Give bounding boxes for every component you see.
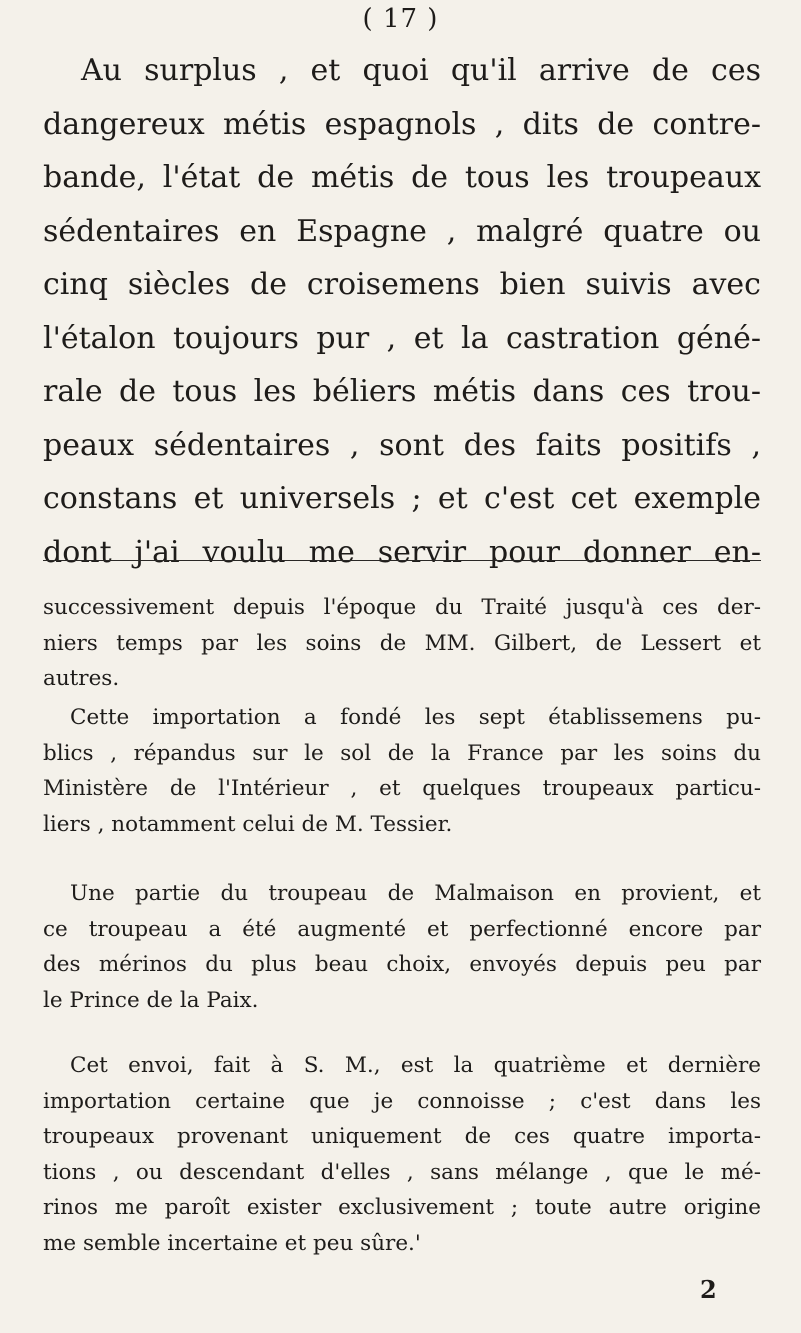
footnote-line: troupeaux provenant uniquement de ces quatre importa- [43,1124,761,1149]
footnote-line: blics , répandus sur le sol de la France par les soins du [43,740,761,766]
page-number: ( 17 ) [362,4,439,34]
footnote-line: importation certaine que je connoisse ; c'est dans les [43,1088,761,1114]
footnote-line: me semble incertaine et peu sûre.' [43,1230,421,1256]
main-text-line: sédentaires en Espagne , malgré quatre ou [43,213,761,249]
signature-mark: 2 [700,1275,717,1304]
footnote-line: successivement depuis l'époque du Traité jusqu'à ces der- [43,595,761,620]
main-text-line: rale de tous les béliers métis dans ces trou- [43,374,761,409]
footnote-line: ce troupeau a été augmenté et perfectionné encore par [43,916,761,942]
main-text-line: peaux sédentaires , sont des faits positifs , [43,427,761,463]
main-text-line: l'étalon toujours pur , et la castration géné- [43,320,761,356]
footnote-line: Ministère de l'Intérieur , et quelques troupeaux particu- [43,776,761,801]
footnote-paragraph [43,700,761,842]
footnote-line: rinos me paroît exister exclusivement ; toute autre origine [43,1195,761,1220]
footnote-continuation [43,590,761,697]
footnote-line: tions , ou descendant d'elles , sans mélange , que le mé- [43,1159,761,1185]
main-text-line: dont j'ai voulu me servir pour donner en- [43,534,761,570]
footnote-paragraph [43,1048,761,1261]
main-text-line: Au surplus , et quoi qu'il arrive de ces [81,53,761,88]
footnote-line: Une partie du troupeau de Malmaison en provient, et [70,881,761,906]
footnote-line: Cette importation a fondé les sept établissemens pu- [70,705,761,730]
footnote-line: niers temps par les soins de MM. Gilbert, de Lessert et [43,630,761,656]
footnote-line: des mérinos du plus beau choix, envoyés depuis peu par [43,952,761,977]
main-text-line: cinq siècles de croisemens bien suivis avec [43,267,761,302]
footnote-line: liers , notamment celui de M. Tessier. [43,811,453,837]
main-text-line: constans et universels ; et c'est cet exemple [43,481,761,516]
footnote-line: Cet envoi, fait à S. M., est la quatrième et dernière [70,1053,761,1078]
footnote-line: autres. [43,666,120,691]
footnote-line: le Prince de la Paix. [43,987,259,1013]
main-text-line: bande, l'état de métis de tous les troupeaux [43,160,761,195]
footnote-paragraph [43,876,761,1018]
main-text-block [43,44,761,579]
main-text-line: dangereux métis espagnols , dits de contre- [43,106,761,142]
footnote-divider [43,560,761,561]
